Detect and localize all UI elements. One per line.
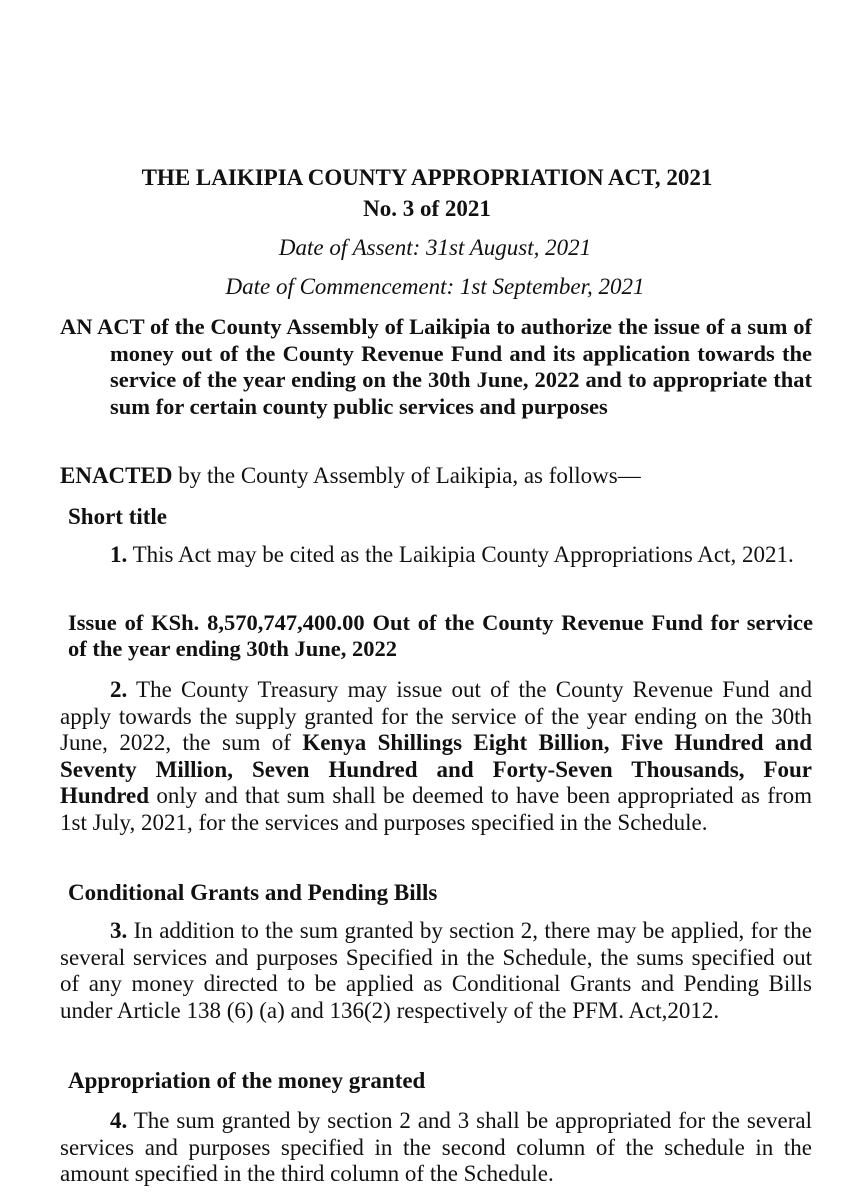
section-2-text-b: only and that sum shall be deemed to have been appropriated as from 1st July, 2021, for the services and purposes specified in the Schedule.: [60, 783, 812, 835]
section-2-heading: Issue of KSh. 8,570,747,400.00 Out of the County Revenue Fund for service of the year ending 30th June, 2022: [68, 610, 813, 661]
section-2-amount-words: Kenya Shillings Eight Billion, Five Hundred and Seventy Million, Seven Hundred and Forty-Seven Thousands, Four Hundred: [60, 730, 812, 808]
section-4-text: The sum granted by section 2 and 3 shall be appropriated for the several services and purposes specified in the second column of the schedule in the amount specified in the third column of the Schedule.: [60, 1108, 812, 1186]
section-3-text: In addition to the sum granted by section 2, there may be applied, for the several services and purposes Specified in the Schedule, the sums specified out of any money directed to be applied as Conditional Grants and Pending Bills under Article 138 (6) (a) and 136(2) respectively of the PFM. Act,2012.: [60, 918, 812, 1023]
date-of-assent: Date of Assent: 31st August, 2021: [278, 235, 592, 260]
act-title: THE LAIKIPIA COUNTY APPROPRIATION ACT, 2021: [141, 165, 713, 190]
enacted-label: ENACTED: [60, 463, 173, 488]
section-3-heading: Conditional Grants and Pending Bills: [68, 880, 438, 905]
enacting-clause: [60, 462, 820, 490]
section-2-number: 2.: [110, 677, 128, 702]
act-number: No. 3 of 2021: [363, 196, 491, 221]
section-1-text: This Act may be cited as the Laikipia County Appropriations Act, 2021.: [127, 542, 794, 567]
section-1-number: 1.: [110, 542, 128, 567]
section-1-heading: Short title: [68, 504, 168, 529]
section-1-body: [60, 542, 812, 569]
section-2-body: [60, 677, 812, 836]
section-3-number: 3.: [110, 918, 128, 943]
section-4-heading: Appropriation of the money granted: [68, 1068, 426, 1093]
act-preamble: AN ACT of the County Assembly of Laikipia to authorize the issue of a sum of money out of the County Revenue Fund and its application towards the service of the year ending on the 30th June, 2022 and to appropriate that sum for certain county public services and purposes: [60, 314, 812, 419]
section-4-number: 4.: [110, 1108, 128, 1133]
section-2-text-a: The County Treasury may issue out of the County Revenue Fund and apply towards the supply granted for the service of the year ending on the 30th June, 2022, the sum of: [60, 677, 812, 755]
section-3-body: [60, 918, 812, 1024]
date-of-commencement: Date of Commencement: 1st September, 2021: [225, 274, 645, 299]
enacted-text: by the County Assembly of Laikipia, as follows—: [172, 463, 641, 488]
section-4-body: [60, 1108, 812, 1188]
